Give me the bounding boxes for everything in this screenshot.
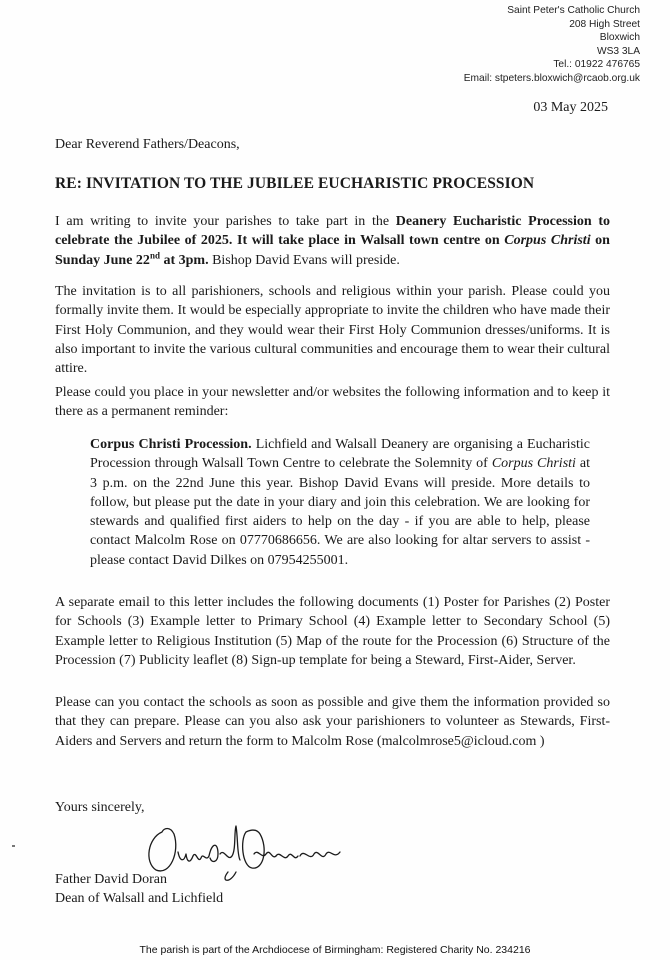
para1-feast-name: Corpus Christi: [504, 233, 591, 249]
para1-bishop: Bishop David Evans will preside.: [208, 252, 400, 268]
newsletter-request-paragraph: Please could you place in your newsletter and/or websites the following information and to keep it there as a permanent reminder:: [55, 385, 610, 420]
closing: Yours sincerely,: [55, 800, 145, 815]
notice-feast-name: Corpus Christi: [491, 456, 576, 472]
charity-footer: The parish is part of the Archdiocese of Birmingham: Registered Charity No. 234216: [139, 944, 531, 956]
newsletter-notice: [90, 435, 590, 570]
para1-ordinal: nd: [149, 249, 160, 260]
signatory-block: [55, 870, 223, 908]
notice-heading: Corpus Christi Procession.: [90, 437, 252, 452]
invitation-paragraph: [55, 212, 610, 270]
signatory-name: Father David Doran: [55, 872, 167, 887]
invitation-scope-paragraph: The invitation is to all parishioners, schools and religious within your parish. Please could you formally invite them. It would be especially appropriate to invite the children who have made their First Holy Communion, and they would wear their First Holy Communion dresses/uniforms. It is also important to invite the various cultural communities and encourage them to wear their cultural attire.: [55, 284, 610, 377]
para1-bold-text: Deanery Eucharistic Procession to celebrate the Jubilee of 2025. It will take place in Walsall town centre on: [55, 214, 611, 249]
subject-line: RE: INVITATION TO THE JUBILEE EUCHARISTIC PROCESSION: [55, 175, 535, 192]
request-paragraph: Please can you contact the schools as soon as possible and give them the information provided so that they can prepare. Please can you also ask your parishioners to volunteer as Stewards, First-Aiders and Servers and return the form to Malcolm Rose (malcolmrose5@icloud.com ): [55, 695, 610, 749]
letter-date: 03 May 2025: [533, 100, 608, 115]
documents-paragraph: A separate email to this letter includes the following documents (1) Poster for Parishes (2) Poster for Schools (3) Example letter to Primary School (4) Example letter to Secondary School (5) Example letter to Religious Institution (5) Map of the route for the Procession (6) Structure of the Procession (7) Publicity leaflet (8) Sign-up template for being a Steward, First-Aider, Server.: [55, 595, 610, 668]
scan-speck: [12, 845, 15, 847]
para1-text: I am writing to invite your parishes to take part in the: [55, 214, 396, 229]
telephone: Tel.: 01922 476765: [553, 59, 640, 71]
para1-date: on Sunday June 22: [55, 233, 610, 268]
signatory-title: Dean of Walsall and Lichfield: [55, 891, 224, 906]
town: Bloxwich: [599, 32, 640, 44]
notice-text-a: Lichfield and Walsall Deanery are organising a Eucharistic Procession through Walsall Town Centre to celebrate the Solemnity of: [90, 437, 591, 472]
email-address: Email: stpeters.bloxwich@rcaob.org.uk: [463, 72, 640, 84]
salutation: Dear Reverend Fathers/Deacons,: [55, 137, 240, 152]
letterhead-address: [464, 4, 640, 86]
notice-text-c: at 3 p.m. on the 22nd June this year. Bishop David Evans will preside. More details to follow, but please put the date in your diary and join this celebration. We are looking for stewards and qualified first aiders to help on the day - if you are able to help, please contact Malcolm Rose on 07770686656. We are also looking for altar servers to assist - please contact David Dilkes on 07954255001.: [90, 456, 591, 568]
para1-time: at 3pm.: [159, 252, 209, 268]
church-name: Saint Peter's Catholic Church: [507, 5, 640, 16]
street-address: 208 High Street: [569, 18, 640, 30]
postcode: WS3 3LA: [596, 45, 640, 57]
